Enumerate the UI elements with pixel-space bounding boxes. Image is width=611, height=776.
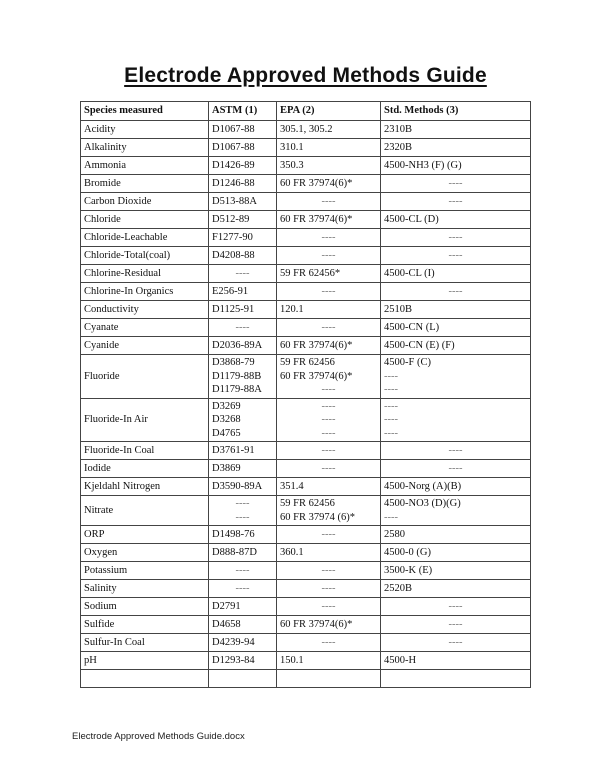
table-row (81, 544, 531, 562)
header-astm: ASTM (1) (209, 102, 277, 121)
epa-cell (277, 157, 381, 175)
std-methods-cell (381, 442, 531, 460)
cell-line: Kjeldahl Nitrogen (84, 480, 161, 492)
cell-line: 4500-NH3 (F) (G) (384, 159, 462, 171)
cell-line: D1125-91 (212, 303, 255, 315)
table-row (81, 616, 531, 634)
table-row (81, 496, 531, 526)
species-cell (81, 139, 209, 157)
std-methods-cell (381, 398, 531, 442)
epa-cell (277, 139, 381, 157)
cell-line: ---- (321, 564, 336, 576)
cell-line: 360.1 (280, 546, 304, 558)
epa-cell (277, 175, 381, 193)
astm-cell (209, 337, 277, 355)
cell-line: 4500-CL (I) (384, 267, 435, 279)
epa-cell (277, 229, 381, 247)
species-cell (81, 265, 209, 283)
std-methods-cell (381, 337, 531, 355)
cell-line: Potassium (84, 564, 128, 576)
cell-line: Oxygen (84, 546, 118, 558)
table-row (81, 211, 531, 229)
epa-cell (277, 652, 381, 670)
std-methods-cell (381, 229, 531, 247)
cell-line: 60 FR 37974(6)* (280, 213, 353, 225)
cell-line: D888-87D (212, 546, 257, 558)
std-methods-cell (381, 211, 531, 229)
astm-cell (209, 598, 277, 616)
cell-line: 2510B (384, 303, 413, 315)
epa-cell (277, 496, 381, 526)
cell-line: 150.1 (280, 654, 304, 666)
cell-line: Fluoride (84, 370, 120, 382)
cell-line: 120.1 (280, 303, 304, 315)
std-methods-cell (381, 544, 531, 562)
epa-cell (277, 670, 381, 688)
cell-line: ---- (384, 511, 398, 523)
table-row (81, 193, 531, 211)
species-cell (81, 355, 209, 399)
table-row (81, 175, 531, 193)
species-cell (81, 247, 209, 265)
std-methods-cell (381, 670, 531, 688)
cell-line: D4658 (212, 618, 241, 630)
species-cell (81, 598, 209, 616)
cell-line: 2320B (384, 141, 413, 153)
table-row (81, 562, 531, 580)
species-cell (81, 211, 209, 229)
std-methods-cell (381, 247, 531, 265)
cell-line: Acidity (84, 123, 116, 135)
cell-line: 4500-CN (L) (384, 321, 440, 333)
cell-line: 3500-K (E) (384, 564, 433, 576)
astm-cell (209, 211, 277, 229)
std-methods-cell (381, 355, 531, 399)
cell-line: ORP (84, 528, 105, 540)
table-row (81, 460, 531, 478)
cell-line: 351.4 (280, 480, 304, 492)
astm-cell (209, 193, 277, 211)
species-cell (81, 562, 209, 580)
cell-line: D3869 (212, 462, 241, 474)
cell-line: Chloride-Total(coal) (84, 249, 171, 261)
cell-line: D4239-94 (212, 636, 255, 648)
table-row (81, 157, 531, 175)
table-row (81, 121, 531, 139)
cell-line: ---- (384, 427, 398, 439)
cell-line: 2310B (384, 123, 413, 135)
cell-line: ---- (321, 414, 336, 425)
epa-cell (277, 634, 381, 652)
cell-line: ---- (321, 249, 336, 261)
cell-line: D1179-88B (212, 370, 262, 382)
astm-cell (209, 670, 277, 688)
cell-line: Nitrate (84, 504, 114, 516)
cell-line: ---- (384, 384, 398, 395)
astm-cell (209, 496, 277, 526)
table-row (81, 598, 531, 616)
epa-cell (277, 442, 381, 460)
species-cell (81, 319, 209, 337)
cell-line: D1179-88A (212, 384, 262, 395)
cell-line: ---- (235, 582, 250, 594)
header-epa: EPA (2) (277, 102, 381, 121)
astm-cell (209, 562, 277, 580)
cell-line: 310.1 (280, 141, 304, 153)
cell-line: ---- (321, 195, 336, 207)
epa-cell (277, 544, 381, 562)
epa-cell (277, 301, 381, 319)
epa-cell (277, 580, 381, 598)
table-row (81, 670, 531, 688)
cell-line: ---- (448, 195, 463, 207)
cell-line: Salinity (84, 582, 117, 594)
astm-cell (209, 247, 277, 265)
header-species: Species measured (81, 102, 209, 121)
epa-cell (277, 398, 381, 442)
epa-cell (277, 121, 381, 139)
species-cell (81, 478, 209, 496)
species-cell (81, 283, 209, 301)
cell-line: Fluoride-In Air (84, 414, 148, 425)
cell-line: D1293-84 (212, 654, 255, 666)
epa-cell (277, 460, 381, 478)
cell-line: 59 FR 62456* (280, 267, 341, 279)
cell-line: ---- (321, 285, 336, 297)
cell-line: ---- (321, 384, 336, 395)
cell-line: ---- (321, 636, 336, 648)
footer-filename: Electrode Approved Methods Guide.docx (72, 731, 245, 742)
cell-line: D512-89 (212, 213, 250, 225)
cell-line: F1277-90 (212, 231, 253, 243)
astm-cell (209, 301, 277, 319)
astm-cell (209, 580, 277, 598)
astm-cell (209, 478, 277, 496)
cell-line: 60 FR 37974(6)* (280, 339, 353, 351)
cell-line: 4500-Norg (A)(B) (384, 480, 462, 492)
species-cell (81, 670, 209, 688)
epa-cell (277, 355, 381, 399)
table-row (81, 442, 531, 460)
cell-line: pH (84, 654, 97, 666)
species-cell (81, 175, 209, 193)
std-methods-cell (381, 175, 531, 193)
cell-line: ---- (321, 400, 336, 412)
astm-cell (209, 544, 277, 562)
std-methods-cell (381, 157, 531, 175)
std-methods-cell (381, 526, 531, 544)
cell-line: D2791 (212, 600, 241, 612)
astm-cell (209, 526, 277, 544)
std-methods-cell (381, 580, 531, 598)
cell-line: 60 FR 37974(6)* (280, 177, 353, 189)
species-cell (81, 544, 209, 562)
cell-line: ---- (448, 618, 463, 630)
table-row (81, 398, 531, 442)
species-cell (81, 398, 209, 442)
species-cell (81, 193, 209, 211)
astm-cell (209, 319, 277, 337)
astm-cell (209, 175, 277, 193)
astm-cell (209, 398, 277, 442)
species-cell (81, 526, 209, 544)
epa-cell (277, 247, 381, 265)
std-methods-cell (381, 265, 531, 283)
epa-cell (277, 211, 381, 229)
std-methods-cell (381, 562, 531, 580)
header-std-methods: Std. Methods (3) (381, 102, 531, 121)
cell-line: 59 FR 62456 (280, 498, 335, 509)
cell-line: D1426-89 (212, 159, 255, 171)
cell-line: D1246-88 (212, 177, 255, 189)
species-cell (81, 460, 209, 478)
table-row (81, 478, 531, 496)
cell-line: ---- (321, 582, 336, 594)
cell-line: 4500-CN (E) (F) (384, 339, 455, 351)
cell-line: D1067-88 (212, 141, 255, 153)
std-methods-cell (381, 121, 531, 139)
std-methods-cell (381, 283, 531, 301)
cell-line: ---- (384, 400, 398, 412)
astm-cell (209, 616, 277, 634)
cell-line: ---- (235, 498, 250, 509)
cell-line: Carbon Dioxide (84, 195, 152, 207)
cell-line: D3268 (212, 414, 241, 425)
species-cell (81, 496, 209, 526)
epa-cell (277, 193, 381, 211)
table-row (81, 337, 531, 355)
std-methods-cell (381, 496, 531, 526)
species-cell (81, 616, 209, 634)
std-methods-cell (381, 193, 531, 211)
cell-line: D4765 (212, 427, 241, 439)
species-cell (81, 442, 209, 460)
cell-line: Sodium (84, 600, 117, 612)
cell-line: ---- (384, 370, 398, 382)
cell-line: 60 FR 37974 (6)* (280, 511, 355, 523)
cell-line: Chloride-Leachable (84, 231, 168, 243)
cell-line: Alkalinity (84, 141, 127, 153)
species-cell (81, 157, 209, 175)
astm-cell (209, 652, 277, 670)
cell-line: Conductivity (84, 303, 139, 315)
std-methods-cell (381, 478, 531, 496)
astm-cell (209, 229, 277, 247)
std-methods-cell (381, 301, 531, 319)
cell-line: ---- (448, 249, 463, 261)
table-row (81, 634, 531, 652)
cell-line: E256-91 (212, 285, 249, 297)
cell-line: D3269 (212, 400, 241, 412)
cell-line: 59 FR 62456 (280, 357, 335, 368)
cell-line: D1067-88 (212, 123, 255, 135)
table-body (81, 121, 531, 688)
std-methods-cell (381, 139, 531, 157)
epa-cell (277, 526, 381, 544)
cell-line: 4500-NO3 (D)(G) (384, 498, 461, 509)
astm-cell (209, 139, 277, 157)
cell-line: Ammonia (84, 159, 126, 171)
cell-line: D1498-76 (212, 528, 255, 540)
cell-line: 4500-0 (G) (384, 546, 431, 558)
cell-line: ---- (235, 321, 250, 333)
table-row (81, 301, 531, 319)
cell-line: Fluoride-In Coal (84, 444, 155, 456)
table-row (81, 283, 531, 301)
species-cell (81, 121, 209, 139)
cell-line: ---- (235, 267, 250, 279)
table-row (81, 319, 531, 337)
cell-line: ---- (448, 600, 463, 612)
cell-line: D3761-91 (212, 444, 255, 456)
cell-line: 60 FR 37974(6)* (280, 370, 353, 382)
cell-line: ---- (321, 444, 336, 456)
cell-line: D4208-88 (212, 249, 255, 261)
cell-line: ---- (235, 511, 250, 523)
cell-line: 4500-F (C) (384, 357, 431, 368)
std-methods-cell (381, 652, 531, 670)
species-cell (81, 229, 209, 247)
cell-line: ---- (448, 177, 463, 189)
cell-line: ---- (321, 528, 336, 540)
cell-line: 60 FR 37974(6)* (280, 618, 353, 630)
astm-cell (209, 157, 277, 175)
table-row (81, 265, 531, 283)
epa-cell (277, 319, 381, 337)
epa-cell (277, 265, 381, 283)
cell-line: 2580 (384, 528, 405, 540)
cell-line: D3868-79 (212, 357, 255, 368)
astm-cell (209, 634, 277, 652)
species-cell (81, 301, 209, 319)
document-title: Electrode Approved Methods Guide (124, 64, 487, 87)
cell-line: ---- (235, 564, 250, 576)
species-cell (81, 634, 209, 652)
cell-line: ---- (384, 414, 398, 425)
cell-line: 4500-H (384, 654, 417, 666)
epa-cell (277, 478, 381, 496)
epa-cell (277, 337, 381, 355)
cell-line: D513-88A (212, 195, 257, 207)
epa-cell (277, 616, 381, 634)
cell-line: ---- (321, 321, 336, 333)
cell-line: D3590-89A (212, 480, 263, 492)
std-methods-cell (381, 460, 531, 478)
cell-line: ---- (448, 462, 463, 474)
cell-line: Iodide (84, 462, 111, 474)
methods-table (80, 101, 531, 688)
astm-cell (209, 121, 277, 139)
cell-line: Chloride (84, 213, 121, 225)
table-row (81, 247, 531, 265)
table-row (81, 526, 531, 544)
cell-line: ---- (448, 444, 463, 456)
cell-line: Cyanide (84, 339, 119, 351)
std-methods-cell (381, 598, 531, 616)
cell-line: Chlorine-In Organics (84, 285, 174, 297)
table-row (81, 229, 531, 247)
cell-line: Bromide (84, 177, 121, 189)
std-methods-cell (381, 319, 531, 337)
cell-line: ---- (321, 462, 336, 474)
cell-line: 305.1, 305.2 (280, 123, 333, 135)
astm-cell (209, 355, 277, 399)
cell-line: Sulfur-In Coal (84, 636, 145, 648)
std-methods-cell (381, 634, 531, 652)
cell-line: 350.3 (280, 159, 304, 171)
epa-cell (277, 562, 381, 580)
cell-line: ---- (321, 427, 336, 439)
epa-cell (277, 598, 381, 616)
species-cell (81, 580, 209, 598)
astm-cell (209, 265, 277, 283)
cell-line: Sulfide (84, 618, 115, 630)
astm-cell (209, 460, 277, 478)
astm-cell (209, 442, 277, 460)
cell-line: 4500-CL (D) (384, 213, 439, 225)
cell-line: ---- (448, 285, 463, 297)
std-methods-cell (381, 616, 531, 634)
table-row (81, 652, 531, 670)
cell-line: 2520B (384, 582, 413, 594)
table-header-row (81, 102, 531, 121)
table-row (81, 139, 531, 157)
cell-line: ---- (448, 636, 463, 648)
cell-line: Cyanate (84, 321, 119, 333)
table-row (81, 580, 531, 598)
cell-line: ---- (321, 600, 336, 612)
cell-line: D2036-89A (212, 339, 263, 351)
cell-line: ---- (448, 231, 463, 243)
species-cell (81, 652, 209, 670)
table-row (81, 355, 531, 399)
astm-cell (209, 283, 277, 301)
epa-cell (277, 283, 381, 301)
species-cell (81, 337, 209, 355)
cell-line: ---- (321, 231, 336, 243)
cell-line: Chlorine-Residual (84, 267, 161, 279)
